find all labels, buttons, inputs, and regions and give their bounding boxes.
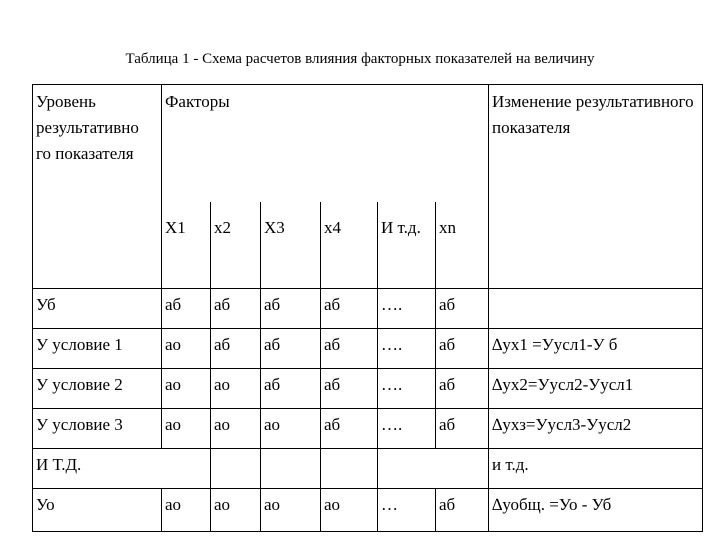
table-cell <box>436 449 489 489</box>
header-row <box>33 85 703 203</box>
table-row <box>33 449 703 489</box>
row-label: У условие 3 <box>33 409 162 449</box>
table-cell: ао <box>211 409 261 449</box>
factor-col-header: Х1 <box>162 202 211 289</box>
table-cell: аб <box>436 369 489 409</box>
table-cell: аб <box>261 289 321 329</box>
table-cell: ао <box>162 329 211 369</box>
table-cell: аб <box>436 489 489 532</box>
table-cell: аб <box>162 289 211 329</box>
table-row <box>33 289 703 329</box>
table-cell: аб <box>436 329 489 369</box>
table-cell: аб <box>321 329 378 369</box>
header-factors-cell <box>162 85 489 203</box>
table-cell: … <box>378 489 436 532</box>
table-cell: аб <box>321 409 378 449</box>
row-label: И Т.Д. <box>33 449 162 489</box>
table-cell: аб <box>211 329 261 369</box>
row-label: Уо <box>33 489 162 532</box>
row-label: У условие 1 <box>33 329 162 369</box>
table-cell: аб <box>321 289 378 329</box>
table-cell: …. <box>378 289 436 329</box>
change-cell: и т.д. <box>489 449 703 489</box>
table-cell: аб <box>211 289 261 329</box>
factor-col-header: х4 <box>321 202 378 289</box>
change-cell: ∆уобщ. =Уо - Уб <box>489 489 703 532</box>
factor-calculation-table <box>32 84 703 532</box>
table-cell: ао <box>162 489 211 532</box>
table-cell: ао <box>261 409 321 449</box>
header-change-label: Изменение результативного показателя <box>492 92 694 137</box>
table-cell <box>321 449 378 489</box>
table-cell: …. <box>378 409 436 449</box>
table-cell: аб <box>436 409 489 449</box>
header-level-cell <box>33 85 162 289</box>
table-cell <box>378 449 436 489</box>
table-cell: ао <box>321 489 378 532</box>
table-cell: ао <box>211 369 261 409</box>
change-cell: ∆ух2=Уусл2-Уусл1 <box>489 369 703 409</box>
table-cell <box>162 449 211 489</box>
table-cell: аб <box>436 289 489 329</box>
table-cell: аб <box>321 369 378 409</box>
row-label: У условие 2 <box>33 369 162 409</box>
factor-col-header: Х3 <box>261 202 321 289</box>
table-row <box>33 329 703 369</box>
header-factors-label: Факторы <box>165 92 230 111</box>
change-cell <box>489 289 703 329</box>
table-cell: ао <box>162 409 211 449</box>
table-cell <box>261 449 321 489</box>
table-cell: …. <box>378 369 436 409</box>
table-cell: ао <box>211 489 261 532</box>
factor-col-header: х2 <box>211 202 261 289</box>
table-caption: Таблица 1 - Схема расчетов влияния факторных показателей на величину <box>125 51 595 67</box>
factor-col-header: хn <box>436 202 489 289</box>
table-cell: аб <box>261 369 321 409</box>
change-cell: ∆ух1 =Уусл1-У б <box>489 329 703 369</box>
table-row <box>33 489 703 532</box>
table-cell: ао <box>162 369 211 409</box>
table-cell: ао <box>261 489 321 532</box>
table-row <box>33 409 703 449</box>
table-row <box>33 369 703 409</box>
table-cell: …. <box>378 329 436 369</box>
row-label: Уб <box>33 289 162 329</box>
header-level-label: Уровень результативно го показателя <box>36 92 139 163</box>
table-cell <box>211 449 261 489</box>
change-cell: ∆ухз=Уусл3-Уусл2 <box>489 409 703 449</box>
factor-col-header: И т.д. <box>378 202 436 289</box>
table-cell: аб <box>261 329 321 369</box>
header-change-cell <box>489 85 703 289</box>
